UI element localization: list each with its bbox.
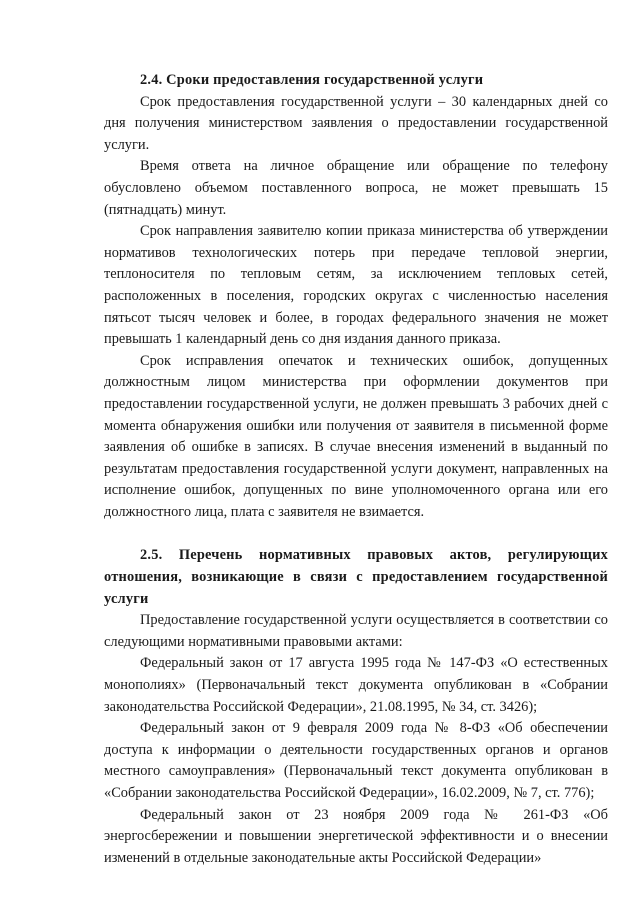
section-2-5-heading: 2.5. Перечень нормативных правовых актов, регулирующих отношения, возникающие в связи с предоставлением государственной услуги: [104, 547, 608, 607]
document-body: [104, 70, 608, 869]
paragraph: Время ответа на личное обращение или обращение по телефону обусловлено объемом поставленного вопроса, не может превышать 15 (пятнадцать) минут.: [104, 158, 608, 218]
paragraph: Предоставление государственной услуги осуществляется в соответствии со следующими нормативными правовыми актами:: [104, 612, 608, 650]
paragraph: Федеральный закон от 23 ноября 2009 года № 261-ФЗ «Об энергосбережении и повышении энергетической эффективности и о внесении изменений в отдельные законодательные акты Российской Федерации»: [104, 806, 608, 866]
paragraph: Срок исправления опечаток и технических ошибок, допущенных должностным лицом министерства при оформлении документов при предоставлении государственной услуги, не должен превышать 3 рабочих дней с момента обнаружения ошибки или получения от заявителя в письменной форме заявления об ошибке в записях. В случае внесения изменений в выданный по результатам предоставления государственной услуги документ, направленных на исполнение ошибок, допущенных по вине уполномоченного органа или его должностного лица, плата с заявителя не взимается.: [104, 352, 608, 520]
paragraph: Срок предоставления государственной услуги – 30 календарных дней со дня получения министерством заявления о предоставлении государственной услуги.: [104, 93, 608, 153]
paragraph: Срок направления заявителю копии приказа министерства об утверждении нормативов технологических потерь при передаче тепловой энергии, теплоносителя по тепловым сетям, за исключением тепловых сетей, расположенных в поселения, городских округах с численностью населения пятьсот тысяч человек и более, в городах федерального значения не может превышать 1 календарный день со дня издания данного приказа.: [104, 223, 608, 348]
paragraph: Федеральный закон от 9 февраля 2009 года № 8-ФЗ «Об обеспечении доступа к информации о деятельности государственных органов и органов местного самоуправления» (Первоначальный текст документа опубликован в «Собрании законодательства Российской Федерации», 16.02.2009, № 7, ст. 776);: [104, 720, 608, 801]
paragraph: Федеральный закон от 17 августа 1995 года № 147-ФЗ «О естественных монополиях» (Первоначальный текст документа опубликован в «Собрании законодательства Российской Федерации», 21.08.1995, № 34, ст. 3426);: [104, 655, 608, 715]
section-spacer: [104, 523, 608, 545]
section-2-4-heading: 2.4. Сроки предоставления государственной услуги: [140, 72, 484, 88]
